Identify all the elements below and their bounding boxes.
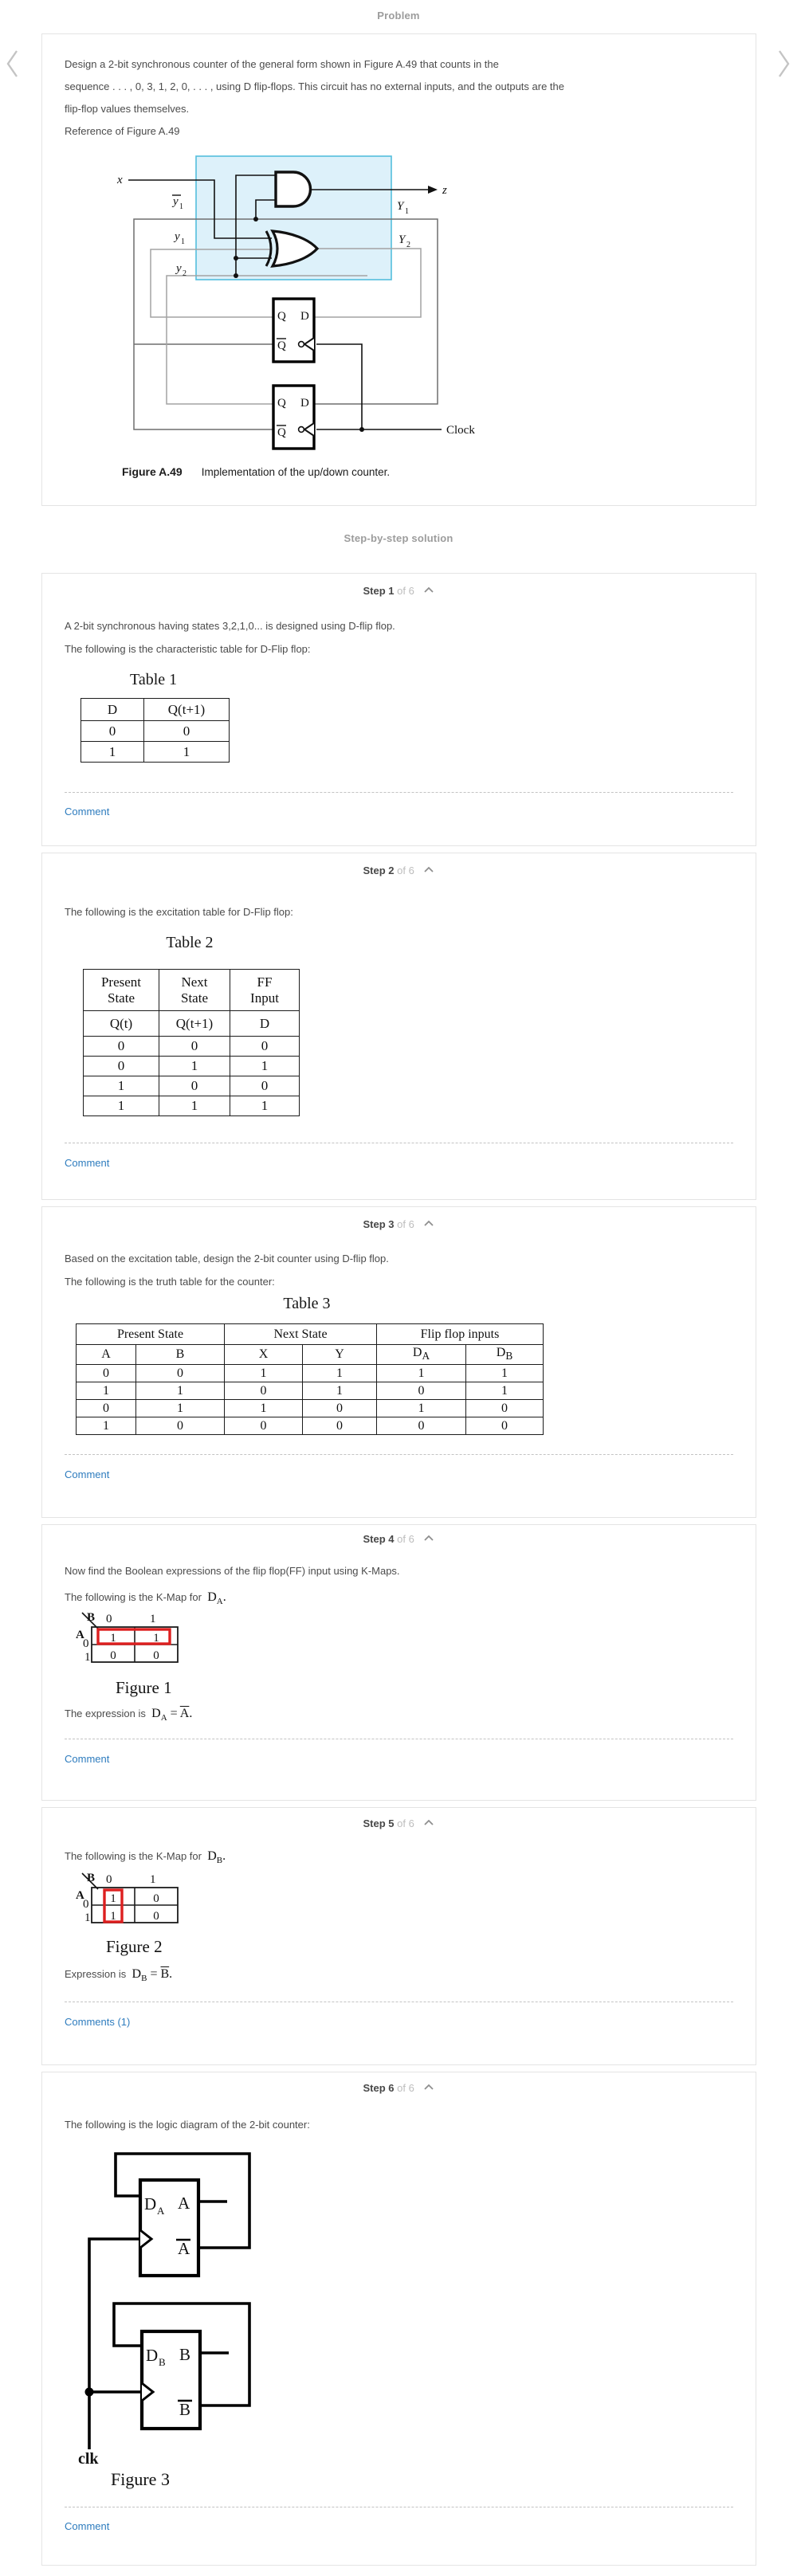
table-row: 0 0 1 1 1 1 <box>77 1365 544 1382</box>
kmap-corner-col-label: B <box>87 1611 96 1624</box>
table-2-subheader: Q(t) <box>84 1011 159 1037</box>
kmap-corner-row-label: A <box>76 1629 84 1641</box>
table-3-subheader-row <box>77 1345 544 1365</box>
table-3-title: Table 3 <box>283 1295 331 1312</box>
ff-b-q-label: B <box>179 2345 191 2364</box>
problem-line-3: flip-flop values themselves. <box>65 103 190 115</box>
kmap-col-label-1: 1 <box>150 1613 156 1625</box>
flip-flop-1 <box>273 299 314 362</box>
table-1-cell: 1 <box>144 742 230 763</box>
step-5-header <box>42 1817 756 1829</box>
problem-header: Problem <box>377 10 420 22</box>
x-label: x <box>117 174 123 186</box>
y2-label: y <box>176 262 182 275</box>
kmap-col-label-0: 0 <box>106 1873 112 1886</box>
table-row: 1 0 0 <box>84 1076 300 1096</box>
chevron-left-icon <box>4 48 22 80</box>
step-1-paragraph-1: A 2-bit synchronous having states 3,2,1,0... is designed using D-flip flop. <box>65 620 395 632</box>
step-6-card <box>41 2072 756 2566</box>
table-row: 0 1 1 <box>84 1057 300 1076</box>
step-2-comment-link[interactable]: Comment <box>65 1157 110 1169</box>
table-2-subheader: D <box>230 1011 300 1037</box>
table-1-cell: 0 <box>144 721 230 742</box>
step-2-of: of 6 <box>397 865 414 876</box>
table-2-header-present: Present State <box>84 970 159 1011</box>
step-6-header <box>42 2082 756 2094</box>
step-5-expression: Expression is $D_B = \overline{B}$. <box>65 1967 173 1984</box>
ff-a-d-label: D <box>144 2194 157 2213</box>
table-2 <box>83 969 300 1116</box>
divider <box>65 792 733 793</box>
figure-a49-circuit-diagram <box>73 154 487 461</box>
ff1-q-label: Q <box>277 310 286 323</box>
table-1-header-d: D <box>81 699 144 721</box>
kmap-db-figure <box>74 1870 194 1929</box>
Y1-label: Y <box>397 200 404 213</box>
z-label: z <box>442 184 447 197</box>
collapse-step-2-icon[interactable] <box>423 866 434 873</box>
table-1 <box>80 698 230 763</box>
kmap-cell-01: 0 <box>153 1892 159 1905</box>
divider <box>65 1454 733 1455</box>
ff-b-qbar-label: B <box>179 2400 191 2419</box>
ybar1-label: y <box>173 195 179 208</box>
ff-a-qbar-label: A <box>178 2239 190 2258</box>
table-1-header-qt1: Q(t+1) <box>144 699 230 721</box>
step-1-label: Step 1 <box>363 585 395 597</box>
kmap-row-label-1: 1 <box>84 1651 91 1664</box>
ybar1-sub: 1 <box>179 202 183 211</box>
table-2-title: Table 2 <box>166 934 214 951</box>
table-2-subheader: Q(t+1) <box>159 1011 230 1037</box>
step-2-header <box>42 865 756 876</box>
prev-problem-button[interactable] <box>4 48 22 84</box>
problem-card <box>41 33 756 506</box>
kmap-cell-10: 0 <box>110 1649 116 1662</box>
step-1-header <box>42 585 756 597</box>
step-6-of: of 6 <box>397 2082 414 2094</box>
kmap-corner-col-label: B <box>87 1872 96 1884</box>
step-5-paragraph-1: The following is the K-Map for $D_B$. <box>65 1849 226 1866</box>
next-problem-button[interactable] <box>775 48 792 84</box>
ff2-qbar-label: Q <box>277 426 286 439</box>
table-3 <box>76 1323 544 1435</box>
table-3-subheader-x: X <box>225 1345 303 1365</box>
kmap-row-label-0: 0 <box>83 1898 89 1911</box>
ff2-q-label: Q <box>277 397 286 410</box>
table-3-group-ff: Flip flop inputs <box>377 1324 544 1345</box>
y1-sub: 1 <box>181 237 185 246</box>
kmap-row-label-1: 1 <box>84 1911 91 1924</box>
table-3-group-row <box>77 1324 544 1345</box>
kmap-cell-10: 1 <box>110 1910 116 1923</box>
collapse-step-3-icon[interactable] <box>423 1220 434 1227</box>
table-row: 1 1 1 <box>84 1096 300 1116</box>
ff-b-d-label: D <box>146 2346 159 2365</box>
feedback-loop-3 <box>167 276 367 404</box>
and-gate <box>276 172 311 206</box>
table-3-subheader-y: Y <box>303 1345 377 1365</box>
problem-line-4: Reference of Figure A.49 <box>65 125 180 137</box>
Y1-sub: 1 <box>405 207 409 216</box>
step-1-paragraph-2: The following is the characteristic table for D-Flip flop: <box>65 643 311 655</box>
table-3-subheader-db: $D_B$ <box>466 1345 544 1365</box>
step-4-header <box>42 1533 756 1545</box>
ff2-d-label: D <box>300 397 309 410</box>
step-2-label: Step 2 <box>363 865 395 876</box>
step-4-label: Step 4 <box>363 1533 395 1545</box>
step-3-comment-link[interactable]: Comment <box>65 1468 110 1480</box>
problem-line-1: Design a 2-bit synchronous counter of the general form shown in Figure A.49 that counts in the <box>65 58 499 70</box>
kmap-cell-11: 0 <box>153 1649 159 1662</box>
collapse-step-4-icon[interactable] <box>423 1535 434 1542</box>
ff1-d-label: D <box>300 310 309 323</box>
table-row: 1 0 0 0 0 0 <box>77 1417 544 1435</box>
step-6-comment-link[interactable]: Comment <box>65 2520 110 2532</box>
step-4-paragraph-1: Now find the Boolean expressions of the flip flop(FF) input using K-Maps. <box>65 1565 400 1577</box>
step-4-comment-link[interactable]: Comment <box>65 1753 110 1765</box>
step-3-paragraph-2: The following is the truth table for the counter: <box>65 1276 275 1288</box>
table-2-header-ff: FF Input <box>230 970 300 1011</box>
kmap-row-label-0: 0 <box>83 1637 89 1650</box>
ff-b-d-sub: B <box>159 2356 166 2368</box>
z-arrowhead <box>428 186 438 194</box>
kmap-corner-row-label: A <box>76 1889 84 1902</box>
kmap-cell-00: 1 <box>110 1892 116 1905</box>
step-4-expression: The expression is $D_A = \overline{A}$. <box>65 1707 193 1723</box>
clk-label: clk <box>78 2450 99 2468</box>
chevron-right-icon <box>775 48 792 80</box>
step-3-of: of 6 <box>397 1218 414 1230</box>
table-3-group-next: Next State <box>225 1324 377 1345</box>
ff1-qbar-label: Q <box>277 339 286 352</box>
step-3-label: Step 3 <box>363 1218 395 1230</box>
table-row: 0 0 0 <box>84 1037 300 1057</box>
figure-3-caption: Figure 3 <box>111 2469 170 2489</box>
figure-a49-caption-label: Figure A.49 <box>122 465 183 478</box>
collapse-step-6-icon[interactable] <box>423 2084 434 2091</box>
step-2-card <box>41 853 756 1200</box>
solution-header: Step-by-step solution <box>344 532 453 544</box>
figure-2-caption: Figure 2 <box>106 1937 163 1956</box>
ff-a-q-label: A <box>178 2194 190 2213</box>
step-1-card <box>41 573 756 846</box>
table-row: 0 1 1 0 1 0 <box>77 1400 544 1417</box>
step-3-header <box>42 1218 756 1230</box>
figure-3-logic-diagram <box>74 2140 265 2468</box>
figure-1-caption: Figure 1 <box>116 1678 172 1697</box>
kmap-col-label-1: 1 <box>150 1873 156 1886</box>
table-1-cell: 1 <box>81 742 144 763</box>
step-4-paragraph-2: The following is the K-Map for $D_A$. <box>65 1590 226 1607</box>
table-2-header-next: Next State <box>159 970 230 1011</box>
kmap-col-label-0: 0 <box>106 1613 112 1625</box>
table-1-cell: 0 <box>81 721 144 742</box>
collapse-step-5-icon[interactable] <box>423 1819 434 1826</box>
table-row: 1 1 0 1 0 1 <box>77 1382 544 1400</box>
step-5-of: of 6 <box>397 1817 414 1829</box>
Y2-label: Y <box>398 233 406 246</box>
figure-a49-caption <box>122 465 390 478</box>
y2-sub: 2 <box>183 269 186 278</box>
step-2-paragraph-1: The following is the excitation table for D-Flip flop: <box>65 906 293 918</box>
table-1-title: Table 1 <box>130 671 178 688</box>
table-row <box>81 742 230 763</box>
ff1-clock-bubble <box>299 342 304 347</box>
clock-label: Clock <box>446 424 475 437</box>
step-4-card <box>41 1524 756 1801</box>
ff2-clock-bubble <box>299 427 304 433</box>
table-3-subheader-da: $D_A$ <box>377 1345 466 1365</box>
table-3-group-present: Present State <box>77 1324 225 1345</box>
step-1-of: of 6 <box>397 585 414 597</box>
table-3-subheader-b: B <box>136 1345 225 1365</box>
Y2-sub: 2 <box>406 241 410 249</box>
step-3-card <box>41 1206 756 1518</box>
step-6-paragraph-1: The following is the logic diagram of the 2-bit counter: <box>65 2119 310 2131</box>
y1-label: y <box>175 230 180 243</box>
ff-a-d-sub: A <box>157 2205 165 2217</box>
step-5-comments-link[interactable]: Comments (1) <box>65 2016 131 2028</box>
step-3-paragraph-1: Based on the excitation table, design the 2-bit counter using D-flip flop. <box>65 1253 389 1264</box>
step-5-card <box>41 1807 756 2065</box>
collapse-step-1-icon[interactable] <box>423 586 434 594</box>
table-row <box>81 721 230 742</box>
step-5-label: Step 5 <box>363 1817 395 1829</box>
flip-flop-2 <box>273 386 314 449</box>
step-1-comment-link[interactable]: Comment <box>65 806 110 817</box>
kmap-cell-01: 1 <box>153 1632 159 1645</box>
step-4-of: of 6 <box>397 1533 414 1545</box>
figure-a49-caption-text: Implementation of the up/down counter. <box>201 466 391 478</box>
kmap-da-figure <box>74 1610 194 1668</box>
problem-line-2: sequence . . . , 0, 3, 1, 2, 0, . . . , using D flip-flops. This circuit has no external inputs, and the outputs are the <box>65 80 564 92</box>
table-2-subheader-row <box>84 1011 300 1037</box>
kmap-cell-11: 0 <box>153 1910 159 1923</box>
table-3-subheader-a: A <box>77 1345 136 1365</box>
step-6-label: Step 6 <box>363 2082 395 2094</box>
kmap-cell-00: 1 <box>110 1632 116 1645</box>
